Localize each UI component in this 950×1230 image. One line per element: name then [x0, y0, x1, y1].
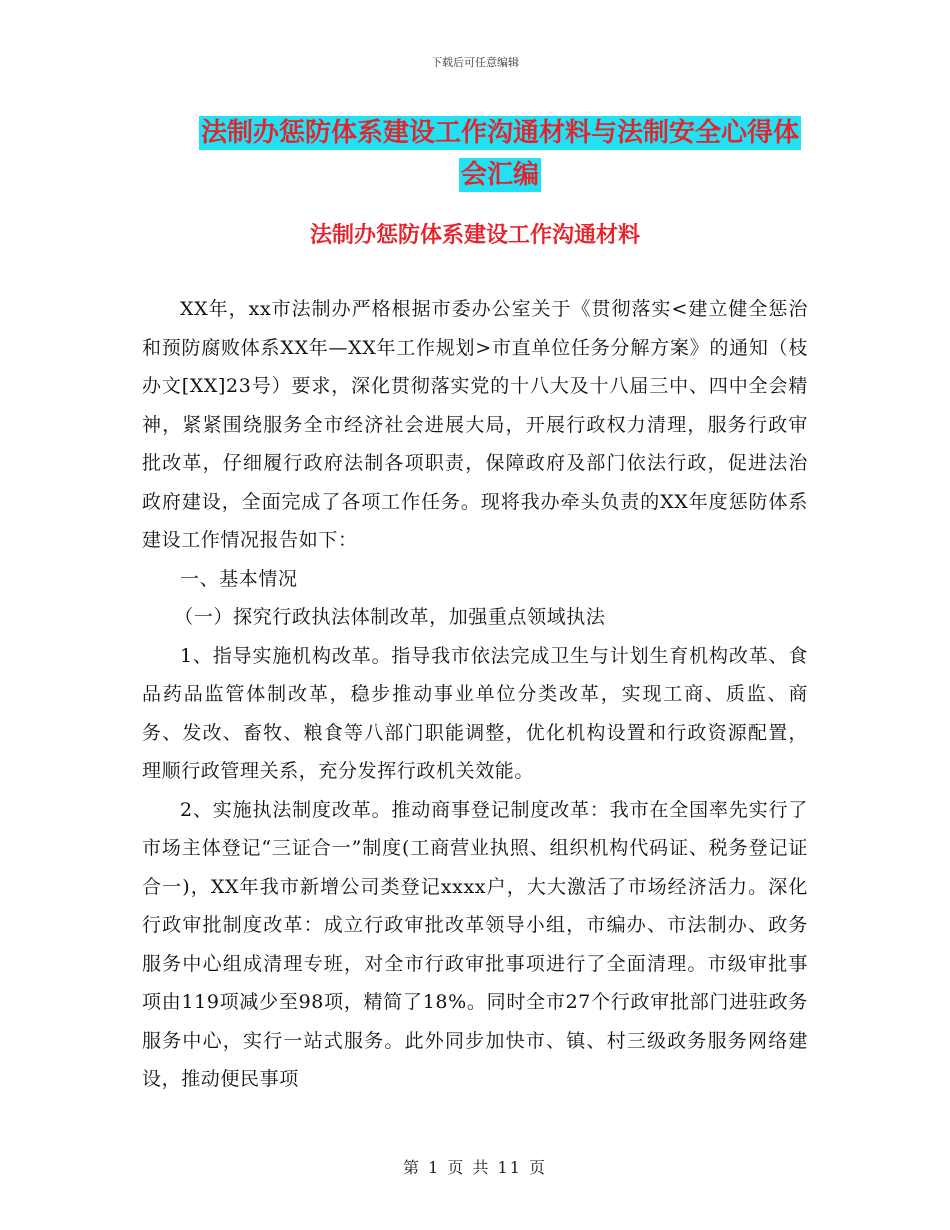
paragraph-item-1: 1、指导实施机构改革。指导我市依法完成卫生与计划生育机构改革、食品药品监管体制改革，稳步推动事业单位分类改革，实现工商、质监、商务、发改、畜牧、粮食等八部门职能调整，优化机构设置和行政资源配置，理顺行政管理关系，充分发挥行政机关效能。 [142, 644, 808, 782]
section-title: 法制办惩防体系建设工作沟通材料 [309, 223, 640, 248]
document-title-text: 法制办惩防体系建设工作沟通材料与法制安全心得体会汇编 [200, 118, 799, 190]
paragraph-intro: XX年，xx市法制办严格根据市委办公室关于《贯彻落实<建立健全惩治和预防腐败体系XX年—XX年工作规划>市直单位任务分解方案》的通知（枝办文[XX]23号）要求，深化贯彻落实党的十八大及十八届三中、四中全会精神，紧紧围绕服务全市经济社会进展大局，开展行政权力清理，服务行政审批改革，仔细履行政府法制各项职责，保障政府及部门依法行政，促进法治政府建设，全面完成了各项工作任务。现将我办牵头负责的XX年度惩防体系建设工作情况报告如下： [142, 298, 808, 551]
paragraph-item-2: 2、实施执法制度改革。推动商事登记制度改革：我市在全国率先实行了市场主体登记“三证合一”制度(工商营业执照、组织机构代码证、税务登记证合一)，XX年我市新增公司类登记xxxx户，大大激活了市场经济活力。深化行政审批制度改革：成立行政审批改革领导小组，市编办、市法制办、政务服务中心组成清理专班，对全市行政审批事项进行了全面清理。市级审批事项由119项减少至98项，精简了18%。同时全市27个行政审批部门进驻政务服务中心，实行一站式服务。此外同步加快市、镇、村三级政务服务网络建设，推动便民事项 [142, 798, 808, 1090]
page-number: 第 1 页 共 11 页 [403, 1158, 547, 1177]
subheading-reform: （一）探究行政执法体制改革，加强重点领域执法 [174, 606, 606, 628]
heading-basic-situation: 一、基本情况 [180, 567, 298, 590]
header-note: 下载后可任意编辑 [431, 56, 519, 69]
document-title [190, 112, 810, 196]
document-body [142, 290, 808, 1099]
